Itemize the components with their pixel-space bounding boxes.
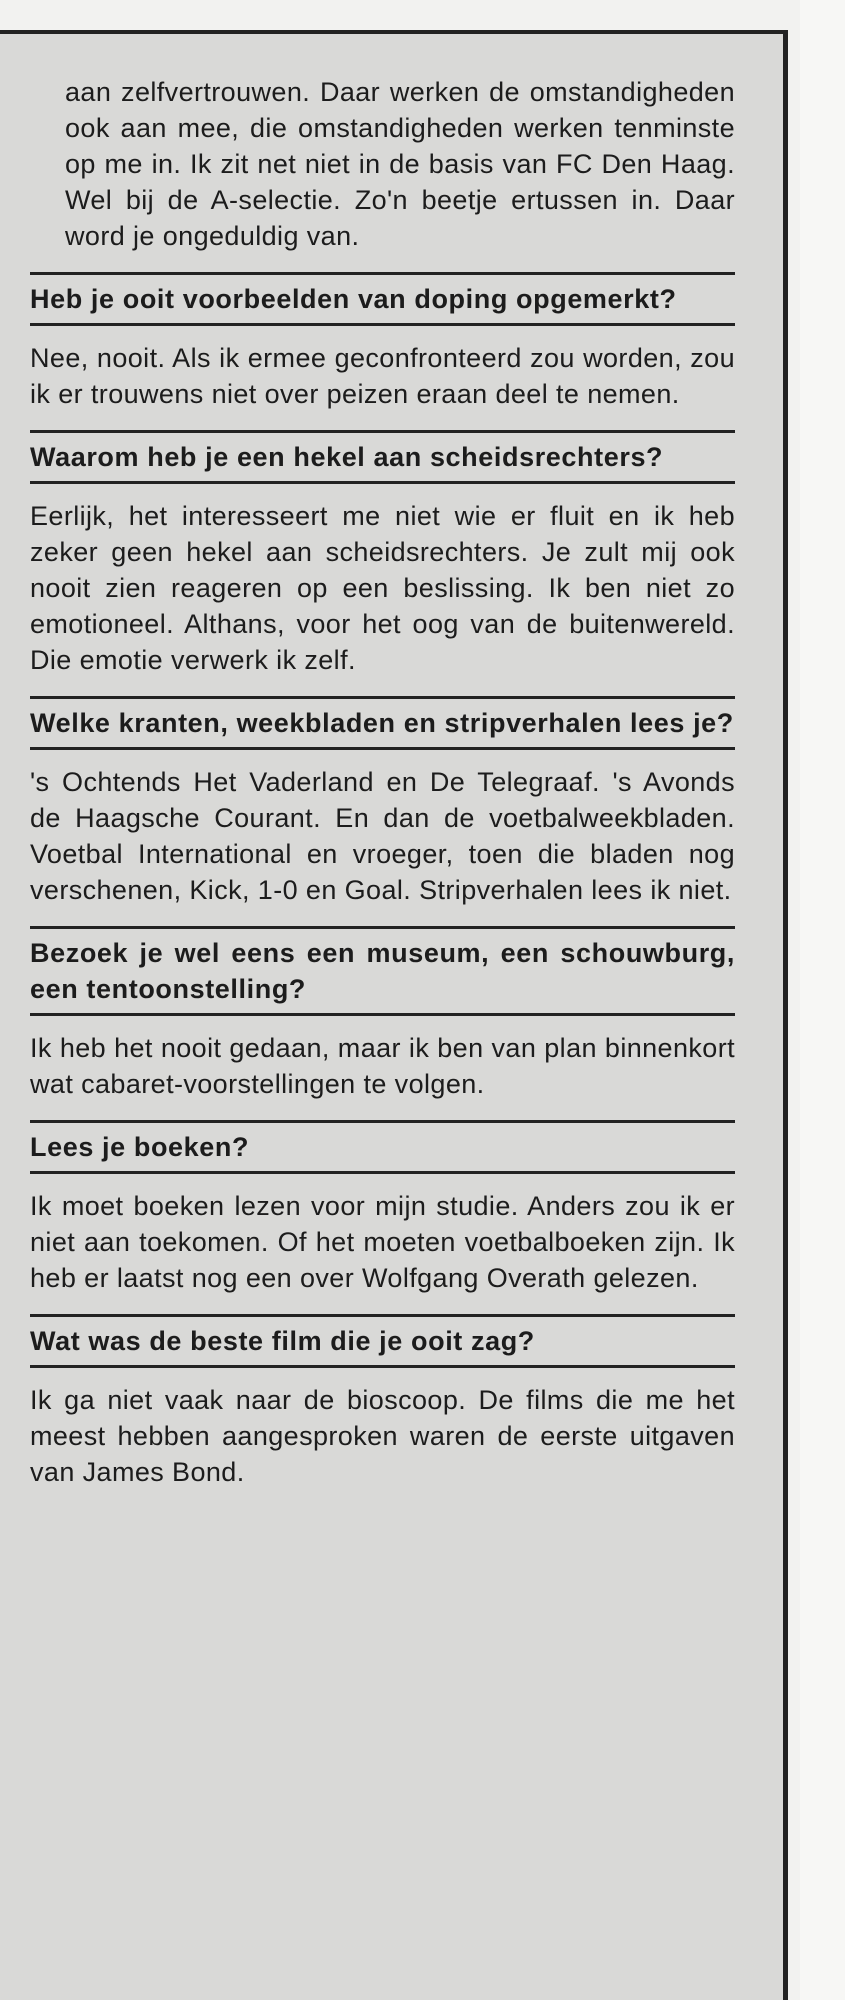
- question-3: Welke kranten, weekbladen en stripverhalen lees je?: [30, 696, 735, 750]
- magazine-page: [0, 30, 788, 2000]
- question-2: Waarom heb je een hekel aan scheidsrechters?: [30, 430, 735, 484]
- question-1: Heb je ooit voorbeelden van doping opgemerkt?: [30, 272, 735, 326]
- answer-1: Nee, nooit. Als ik ermee geconfronteerd zou worden, zou ik er trouwens niet over peizen eraan deel te nemen.: [30, 343, 735, 409]
- interview-column: [30, 74, 735, 1508]
- answer-5: Ik moet boeken lezen voor mijn studie. Anders zou ik er niet aan toekomen. Of het moeten voetbalboeken zijn. Ik heb er laatst nog een over Wolfgang Overath gelezen.: [30, 1191, 735, 1293]
- question-5: Lees je boeken?: [30, 1120, 735, 1174]
- answer-2: Eerlijk, het interesseert me niet wie er fluit en ik heb zeker geen hekel aan scheidsrechters. Je zult mij ook nooit zien reageren op een beslissing. Ik ben niet zo emotioneel. Althans, voor het oog van de buitenwereld. Die emotie verwerk ik zelf.: [30, 501, 735, 675]
- page-margin: [800, 0, 845, 2000]
- intro-paragraph: aan zelfvertrouwen. Daar werken de omstandigheden ook aan mee, die omstandigheden werken tenminste op me in. Ik zit net niet in de basis van FC Den Haag. Wel bij de A-selectie. Zo'n beetje ertussen in. Daar word je ongeduldig van.: [65, 77, 735, 251]
- answer-3: 's Ochtends Het Vaderland en De Telegraaf. 's Avonds de Haagsche Courant. En dan de voetbalweekbladen. Voetbal International en vroeger, toen die bladen nog verschenen, Kick, 1-0 en Goal. Stripverhalen lees ik niet.: [30, 767, 735, 905]
- answer-6: Ik ga niet vaak naar de bioscoop. De films die me het meest hebben aangesproken waren de eerste uitgaven van James Bond.: [30, 1385, 735, 1487]
- answer-4: Ik heb het nooit gedaan, maar ik ben van plan binnenkort wat cabaret-voorstellingen te volgen.: [30, 1033, 735, 1099]
- question-4: Bezoek je wel eens een museum, een schouwburg, een tentoonstelling?: [30, 926, 735, 1016]
- question-6: Wat was de beste film die je ooit zag?: [30, 1314, 735, 1368]
